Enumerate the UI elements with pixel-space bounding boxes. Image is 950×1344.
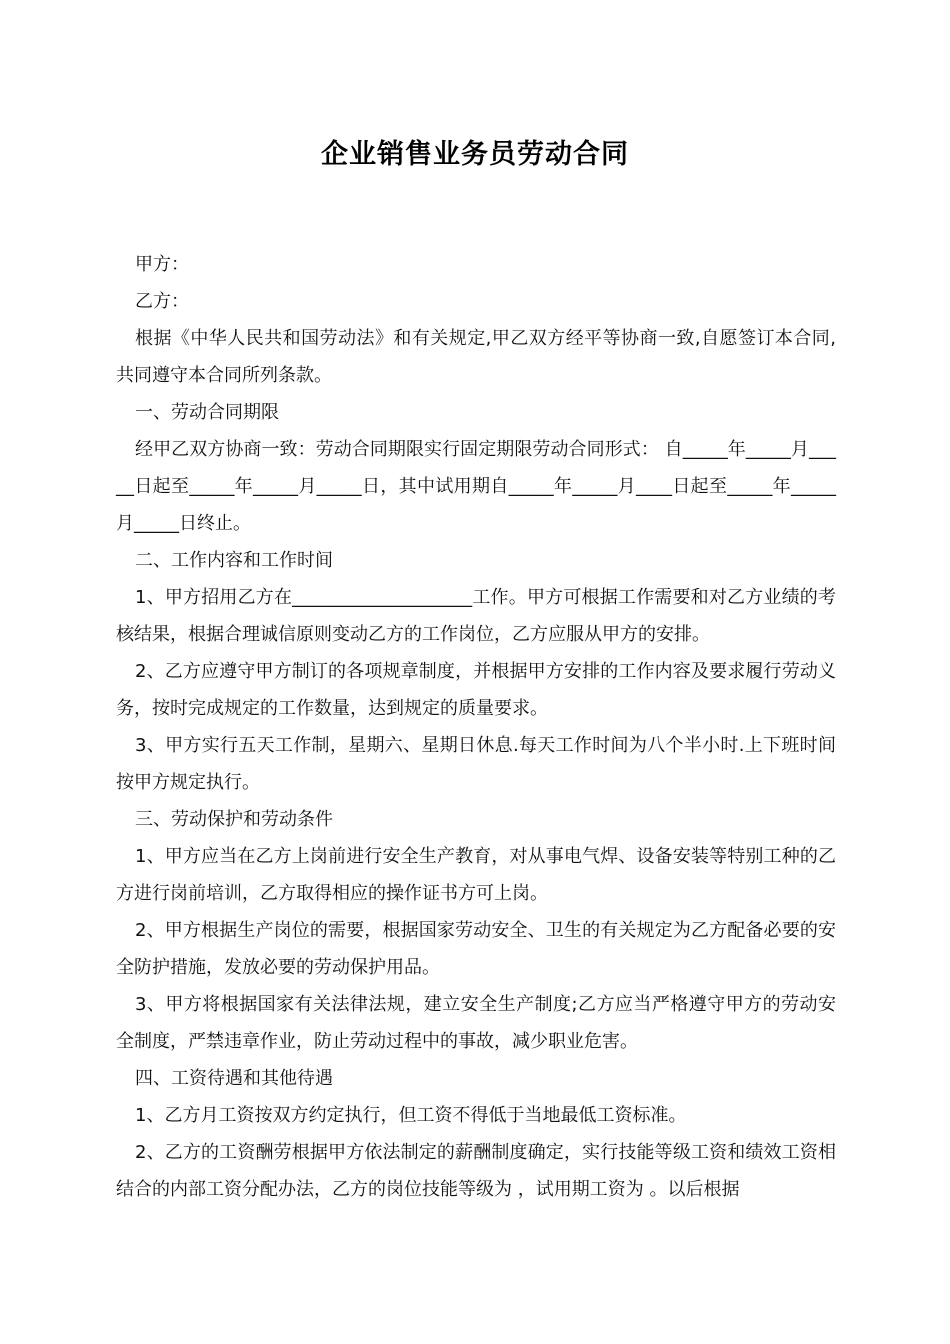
work-clause-2: 2、乙方应遵守甲方制订的各项规章制度，并根据甲方安排的工作内容及要求履行劳动义务，按时完成规定的工作数量，达到规定的质量要求。 [116, 661, 836, 719]
section-heading-protection: 三、劳动保护和劳动条件 [135, 809, 333, 830]
document-title: 企业销售业务员劳动合同 [321, 139, 629, 170]
section-heading-term: 一、劳动合同期限 [135, 402, 279, 423]
party-b-line: 乙方： [135, 291, 189, 312]
protection-clause-3: 3、甲方将根据国家有关法律法规，建立安全生产制度;乙方应当严格遵守甲方的劳动安全制度，严禁违章作业，防止劳动过程中的事故，减少职业危害。 [116, 994, 836, 1052]
work-clause-1: 1、甲方招用乙方在____________________工作。甲方可根据工作需要和对乙方业绩的考核结果，根据合理诚信原则变动乙方的工作岗位，乙方应服从甲方的安排。 [116, 587, 836, 645]
term-paragraph: 经甲乙双方协商一致：劳动合同期限实行固定期限劳动合同形式： 自_____年_____月_____日起至_____年_____月_____日，其中试用期自_____年_____月____日起至_____年_____月_____日终止。 [116, 439, 836, 534]
protection-clause-1: 1、甲方应当在乙方上岗前进行安全生产教育，对从事电气焊、设备安装等特别工种的乙方进行岗前培训，乙方取得相应的操作证书方可上岗。 [116, 846, 836, 904]
wages-clause-2: 2、乙方的工资酬劳根据甲方依法制定的薪酬制度确定，实行技能等级工资和绩效工资相结合的内部工资分配办法，乙方的岗位技能等级为 ，试用期工资为 。以后根据 [116, 1142, 836, 1200]
section-heading-work: 二、工作内容和工作时间 [135, 550, 333, 571]
protection-clause-2: 2、甲方根据生产岗位的需要，根据国家劳动安全、卫生的有关规定为乙方配备必要的安全防护措施，发放必要的劳动保护用品。 [116, 920, 836, 978]
wages-clause-1: 1、乙方月工资按双方约定执行，但工资不得低于当地最低工资标准。 [135, 1105, 687, 1126]
preamble-paragraph: 根据《中华人民共和国劳动法》和有关规定,甲乙双方经平等协商一致,自愿签订本合同,共同遵守本合同所列条款。 [116, 328, 836, 386]
party-a-line: 甲方： [135, 254, 189, 275]
document-body [116, 246, 836, 1208]
section-heading-wages: 四、工资待遇和其他待遇 [135, 1068, 333, 1089]
work-clause-3: 3、甲方实行五天工作制，星期六、星期日休息.每天工作时间为八个半小时.上下班时间按甲方规定执行。 [116, 735, 836, 793]
